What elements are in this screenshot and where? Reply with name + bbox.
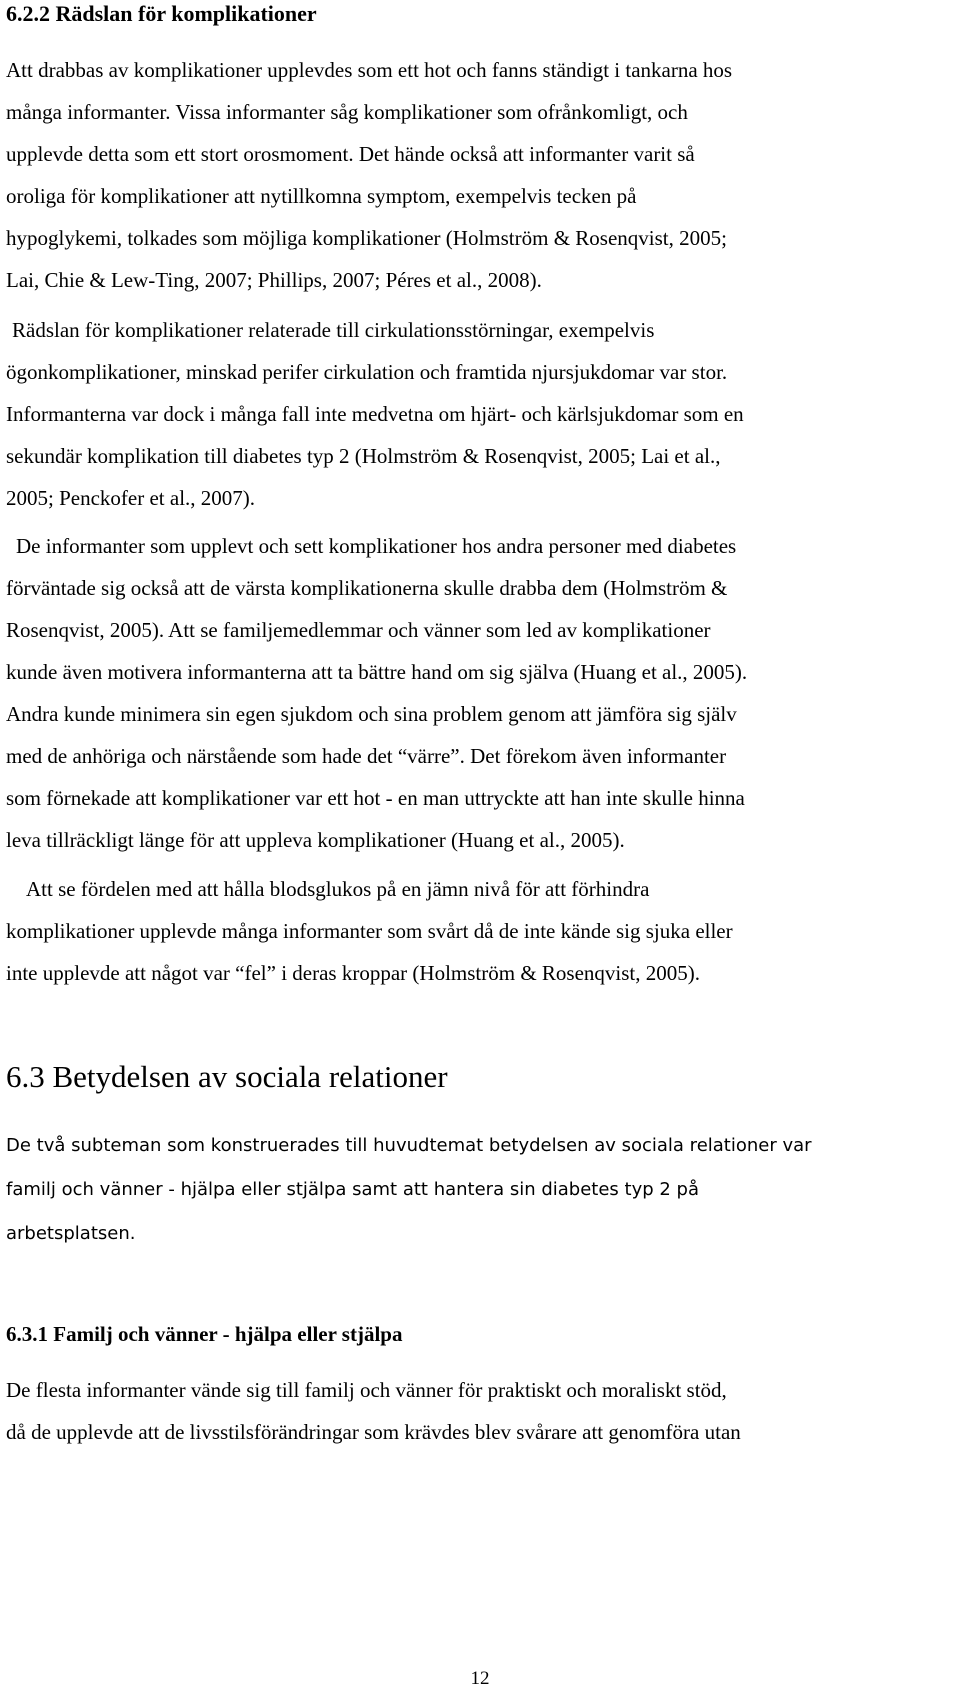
text-line: De informanter som upplevt och sett komplikationer hos andra personer med diabetes: [16, 534, 737, 558]
text-line: Andra kunde minimera sin egen sjukdom och sina problem genom att jämföra sig själv: [6, 702, 737, 726]
text-line: Att se fördelen med att hålla blodsglukos på en jämn nivå för att förhindra: [26, 877, 650, 901]
paragraph-circulation-fear: [6, 309, 744, 519]
text-line: ögonkomplikationer, minskad perifer cirkulation och framtida njursjukdomar var stor.: [6, 360, 728, 384]
section-heading-6-3: 6.3 Betydelsen av sociala relationer: [6, 1059, 448, 1094]
text-line: förväntade sig också att de värsta komplikationerna skulle drabba dem (Holmström &: [6, 576, 728, 600]
paragraph-blood-glucose: [6, 868, 733, 994]
text-line: inte upplevde att något var “fel” i deras kroppar (Holmström & Rosenqvist, 2005).: [6, 961, 700, 985]
text-line: Lai, Chie & Lew-Ting, 2007; Phillips, 2007; Péres et al., 2008).: [6, 268, 542, 292]
text-line: många informanter. Vissa informanter såg komplikationer som ofrånkomligt, och: [6, 100, 688, 124]
section-heading-6-2-2: 6.2.2 Rädslan för komplikationer: [6, 1, 317, 26]
text-line: oroliga för komplikationer att nytillkomna symptom, exempelvis tecken på: [6, 184, 637, 208]
text-line: med de anhöriga och närstående som hade det “värre”. Det förekom även informanter: [6, 744, 727, 768]
text-line: Rosenqvist, 2005). Att se familjemedlemmar och vänner som led av komplikationer: [6, 618, 711, 642]
text-line: De flesta informanter vände sig till familj och vänner för praktiskt och moraliskt stöd,: [6, 1378, 727, 1402]
page-number: 12: [470, 1668, 490, 1689]
text-line: komplikationer upplevde många informanter som svårt då de inte kände sig sjuka eller: [6, 919, 733, 943]
text-line: Informanterna var dock i många fall inte medvetna om hjärt- och kärlsjukdomar som en: [6, 402, 744, 426]
paragraph-complications-threat: [6, 49, 732, 301]
text-line: Rädslan för komplikationer relaterade till cirkulationsstörningar, exempelvis: [12, 318, 655, 342]
text-line: som förnekade att komplikationer var ett hot - en man uttryckte att han inte skulle hinna: [6, 786, 745, 810]
text-line: familj och vänner - hjälpa eller stjälpa samt att hantera sin diabetes typ 2 på: [6, 1179, 700, 1200]
text-line: Att drabbas av komplikationer upplevdes som ett hot och fanns ständigt i tankarna hos: [6, 58, 733, 82]
text-line: kunde även motivera informanterna att ta bättre hand om sig själva (Huang et al., 2005).: [6, 660, 748, 684]
paragraph-subthemes: [6, 1124, 812, 1256]
text-line: De två subteman som konstruerades till huvudtemat betydelsen av sociala relationer var: [6, 1135, 812, 1156]
text-line: arbetsplatsen.: [6, 1223, 136, 1244]
paragraph-family-friends: [6, 1369, 741, 1453]
text-line: 2005; Penckofer et al., 2007).: [6, 486, 256, 510]
section-heading-6-3-1: 6.3.1 Familj och vänner - hjälpa eller stjälpa: [6, 1322, 403, 1346]
text-line: upplevde detta som ett stort orosmoment. Det hände också att informanter varit så: [6, 142, 695, 166]
text-line: sekundär komplikation till diabetes typ 2 (Holmström & Rosenqvist, 2005; Lai et al.,: [6, 444, 721, 468]
text-line: leva tillräckligt länge för att uppleva komplikationer (Huang et al., 2005).: [6, 828, 625, 852]
text-line: då de upplevde att de livsstilsförändringar som krävdes blev svårare att genomföra utan: [6, 1420, 741, 1444]
paragraph-others-complications: [6, 525, 747, 861]
text-line: hypoglykemi, tolkades som möjliga komplikationer (Holmström & Rosenqvist, 2005;: [6, 226, 727, 250]
